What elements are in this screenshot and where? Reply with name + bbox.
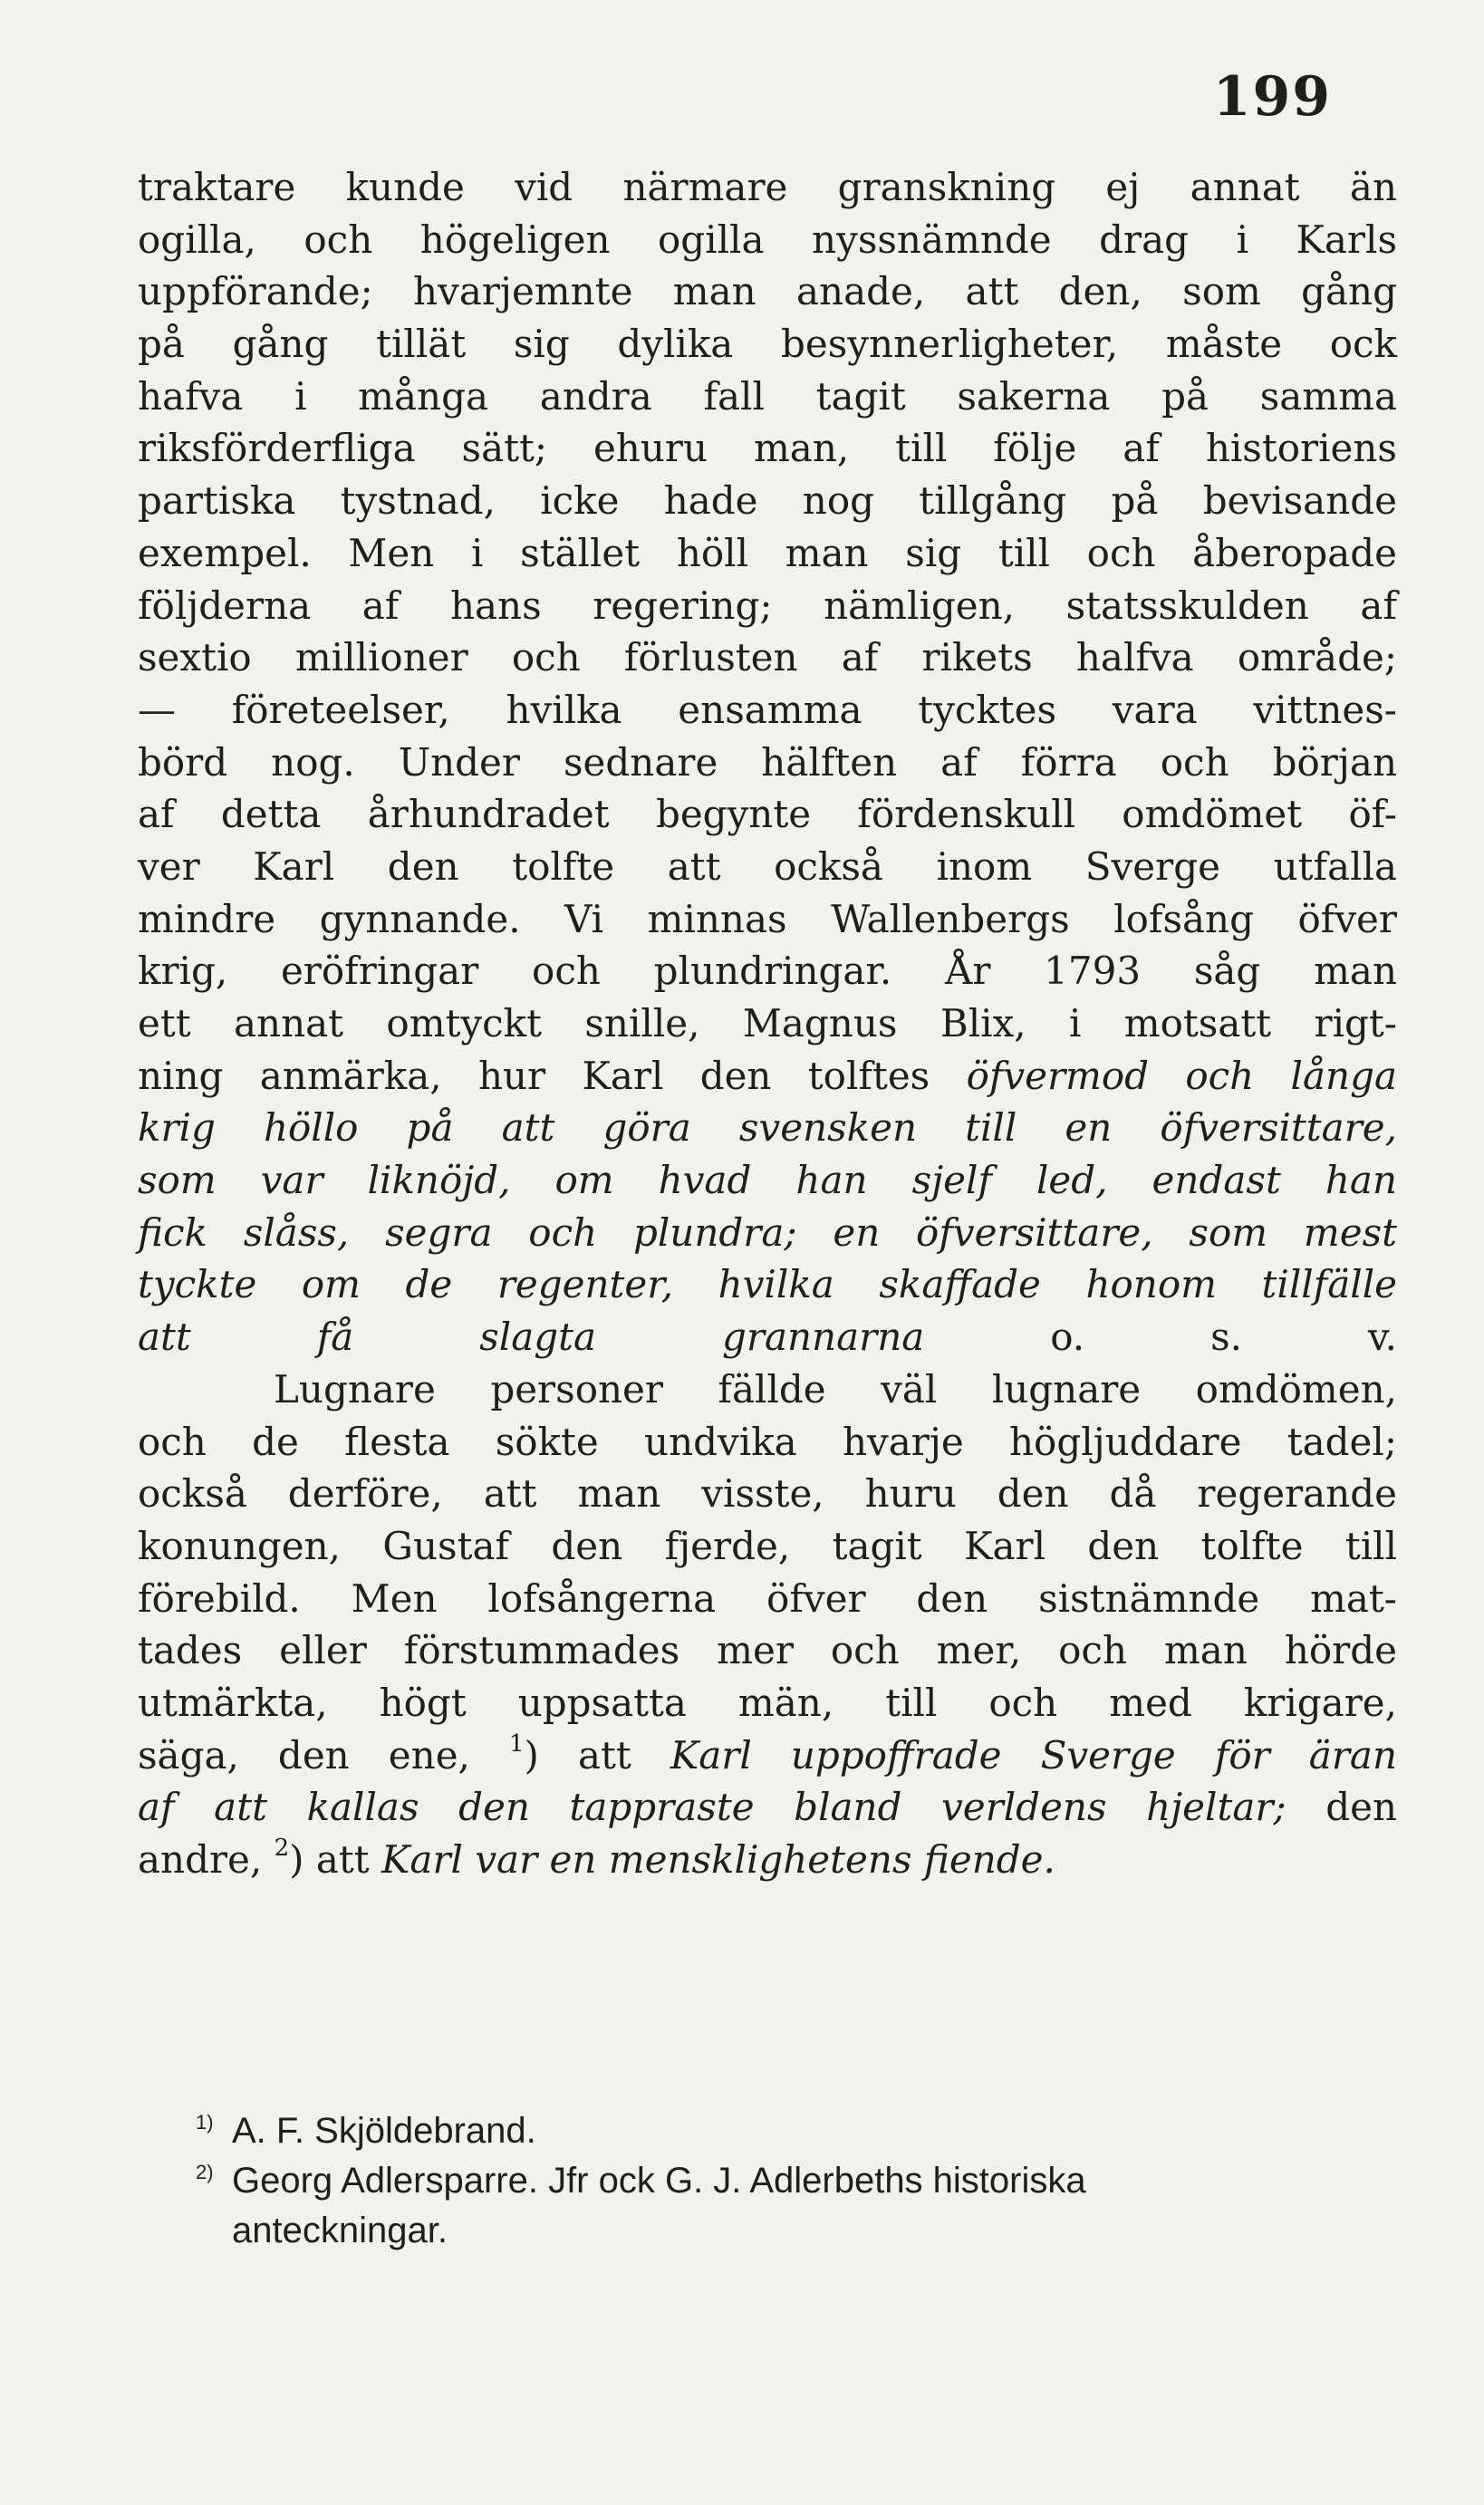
text-line [138,945,1397,997]
text-segment: och de flesta sökte undvika hvarje högljuddare tadel; [138,1419,1397,1464]
text-segment: krig, eröfringar och plundringar. År 1793 såg man [138,949,1397,994]
text-segment: fick slåss, segra och plundra; en öfversittare, som mest [138,1209,1397,1255]
text-segment: hafva i många andra fall tagit sakerna på samma [138,373,1397,419]
text-line [138,580,1397,632]
text-line [138,475,1397,527]
text-line [138,161,1397,214]
text-segment: af detta århundradet begynte fördenskull omdömet öf- [138,792,1397,837]
text-segment: krig höllo på att göra svensken till en öfversittare, [138,1105,1397,1151]
text-segment: partiska tystnad, icke hade nog tillgång på bevisande [138,478,1397,524]
text-segment: som var liknöjd, om hvad han sjelf led, endast han [138,1158,1397,1203]
text-line [138,1520,1397,1573]
text-segment: förebild. Men lofsångerna öfver den sistnämnde mat- [138,1575,1397,1621]
text-segment: också derföre, att man visste, huru den då regerande [138,1471,1397,1517]
text-segment: uppförande; hvarjemnte man anade, att den, som gång [138,269,1397,314]
text-line [138,1416,1397,1469]
text-line [138,1781,1397,1834]
text-segment: ett annat omtyckt snille, Magnus Blix, i motsatt rigt- [138,1001,1397,1045]
text-line [138,631,1397,684]
text-line [138,1050,1397,1103]
text-segment: o. s. v. [924,1315,1397,1360]
text-segment: ) att [289,1837,382,1882]
text-line [138,997,1397,1050]
text-line [138,318,1397,371]
text-line [138,1258,1397,1311]
text-line [138,788,1397,841]
text-segment: öfvermod och långa [966,1053,1398,1098]
text-line [138,527,1397,580]
text-line [138,1154,1397,1207]
text-segment: säga, den ene, [138,1732,509,1778]
text-line [138,422,1397,475]
text-segment: att få slagta grannarna [138,1315,925,1360]
text-segment: ver Karl den tolfte att också inom Sverge utfalla [138,843,1397,889]
footnote [196,2106,1410,2156]
text-line [138,1624,1397,1677]
footnote-marker: 2) [196,2161,214,2183]
text-segment: sextio millioner och förlusten af rikets halfva område; [138,635,1397,680]
text-line [138,1207,1397,1259]
footnote-text: Georg Adlersparre. Jfr ock G. J. Adlerbeths historiska [232,2161,1086,2201]
text-segment: den [1286,1785,1397,1830]
text-line [138,371,1397,423]
page-number: 199 [1212,65,1332,129]
text-line [138,1363,1397,1416]
footnote-text: anteckningar. [232,2211,448,2250]
footnote-ref: 2 [274,1835,290,1862]
text-segment: andre, [138,1837,275,1882]
text-segment: exempel. Men i stället höll man sig till och åberopade [138,530,1397,575]
text-line [138,1834,1397,1886]
text-segment: utmärkta, högt uppsatta män, till och med krigare, [138,1680,1397,1725]
text-line [138,893,1397,946]
text-segment: mindre gynnande. Vi minnas Wallenbergs lofsång öfver [138,896,1397,941]
text-line [138,1311,1397,1363]
text-segment: tyckte om de regenter, hvilka skaffade honom tillfälle [138,1262,1397,1307]
text-line [138,1677,1397,1729]
text-line [138,1102,1397,1154]
text-line [138,1468,1397,1520]
text-line [138,265,1397,318]
footnote [196,2156,1410,2256]
text-line [138,684,1397,737]
text-segment: konungen, Gustaf den fjerde, tagit Karl den tolfte till [138,1523,1397,1568]
text-segment: riksförderfliga sätt; ehuru man, till följe af historiens [138,426,1397,471]
footnotes [196,2106,1410,2256]
text-segment: traktare kunde vid närmare granskning ej annat än [138,165,1397,209]
text-segment: Karl uppoffrade Sverge för äran [670,1732,1398,1778]
footnote-text: A. F. Skjöldebrand. [232,2111,536,2151]
text-line [138,841,1397,893]
text-segment: följderna af hans regering; nämligen, statsskulden af [138,583,1397,628]
footnote-marker: 1) [196,2111,214,2134]
text-line [138,1573,1397,1625]
text-segment: ning anmärka, hur Karl den tolftes [138,1053,967,1098]
text-segment: ogilla, och högeligen ogilla nyssnämnde drag i Karls [138,217,1397,262]
text-line [138,214,1397,266]
text-line [138,737,1397,789]
text-segment: Lugnare personer fällde väl lugnare omdömen, [274,1366,1397,1411]
text-segment: börd nog. Under sednare hälften af förra och början [138,739,1397,785]
text-segment: — företeelser, hvilka ensamma tycktes vara vittnes- [138,687,1397,732]
text-segment: Karl var en mensklighetens fiende. [381,1837,1055,1882]
text-segment: på gång tillät sig dylika besynnerligheter, måste ock [138,322,1397,367]
text-line [138,1729,1397,1782]
footnote-ref: 1 [508,1729,525,1758]
text-segment: tades eller förstummades mer och mer, och man hörde [138,1628,1397,1673]
text-segment: af att kallas den tappraste bland verldens hjeltar; [138,1785,1286,1830]
body-text [138,161,1397,1886]
text-segment: ) att [524,1732,670,1778]
